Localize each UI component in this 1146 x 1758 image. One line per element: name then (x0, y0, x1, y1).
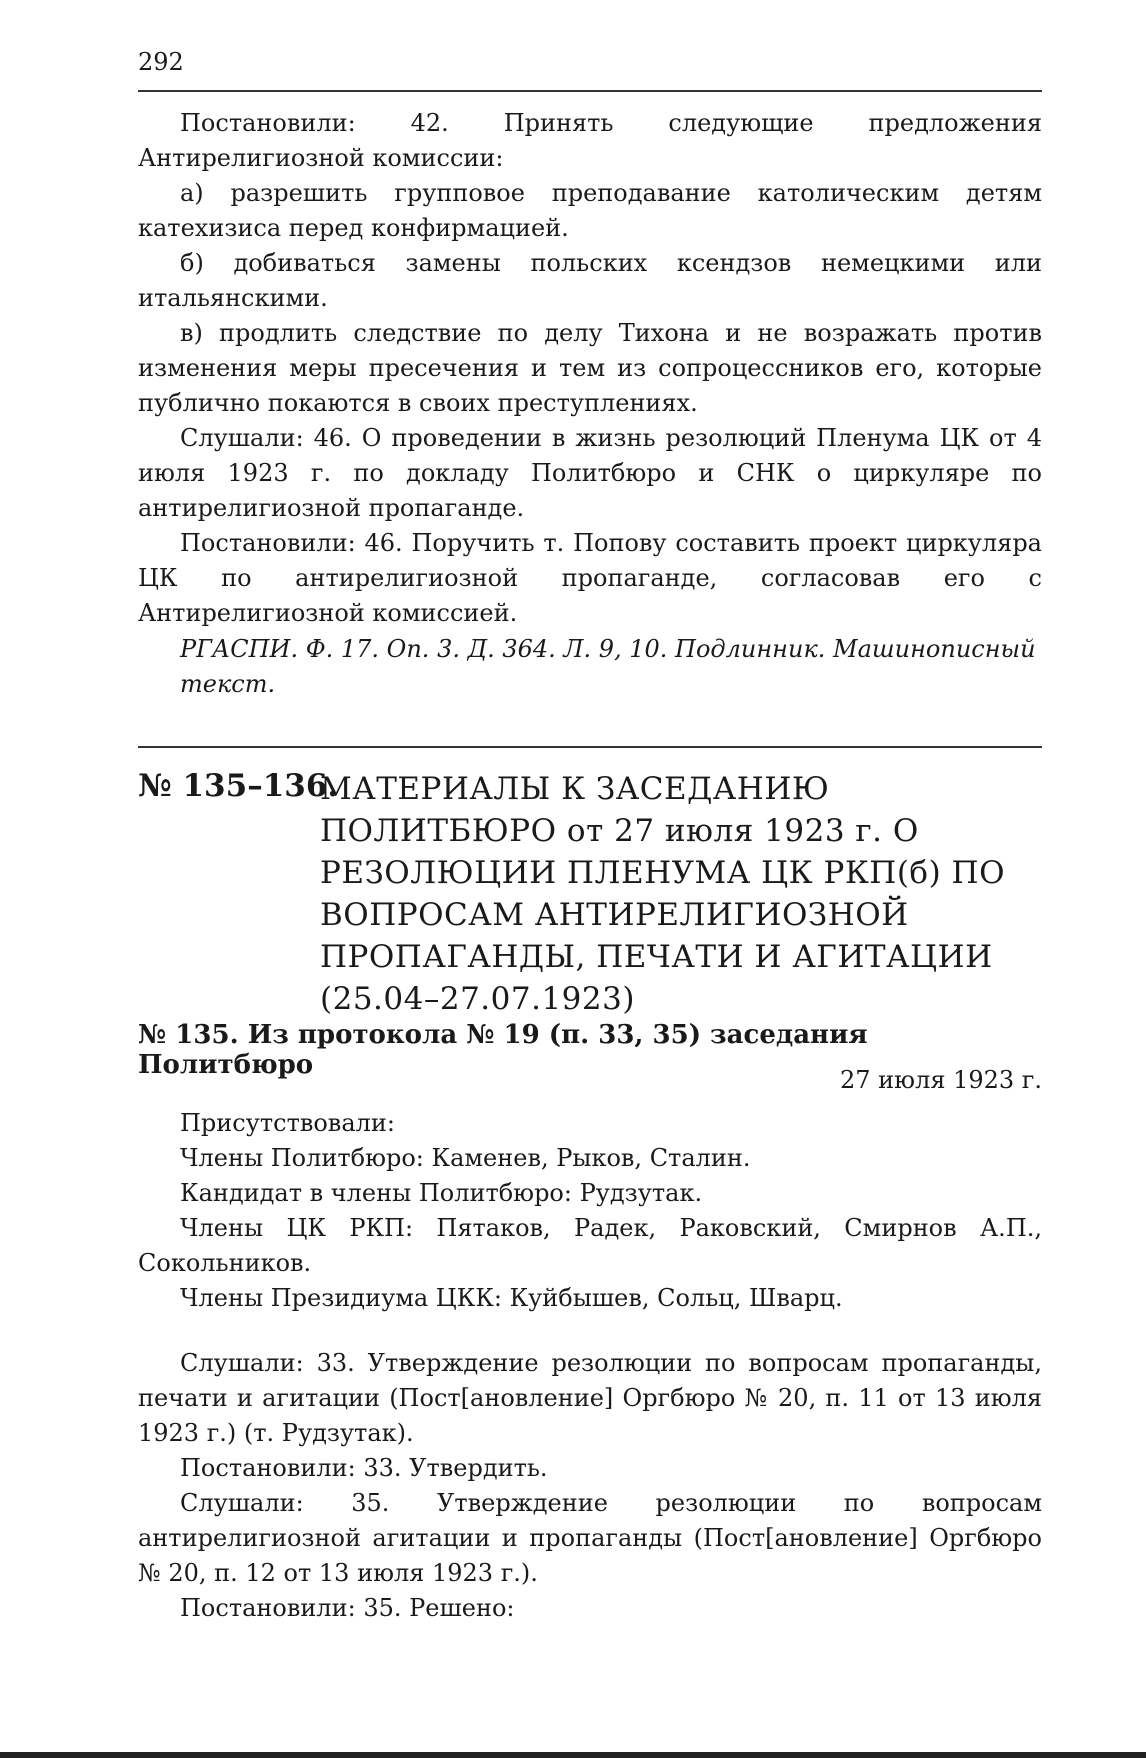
paragraph: б) добиваться замены польских ксендзов немецкими или итальянскими. (138, 249, 1042, 312)
paragraph: Присутствовали: (180, 1109, 395, 1137)
section-number: № 135–136. (138, 768, 339, 804)
paragraph: Члены Президиума ЦКК: Куйбышев, Сольц, Шварц. (180, 1284, 843, 1312)
paragraph: Постановили: 33. Утвердить. (180, 1454, 548, 1482)
paragraph: Слушали: 33. Утверждение резолюции по вопросам пропаганды, печати и агитации (Пост[ановление] Оргбюро № 20, п. 11 от 13 июля 1923 г.) (т. Рудзутак). (138, 1349, 1042, 1447)
page-number: 292 (138, 48, 184, 76)
document-date: 27 июля 1923 г. (840, 1066, 1042, 1094)
paragraph: Постановили: 46. Поручить т. Попову составить проект циркуляра ЦК по антирелигиозной пропаганде, согласовав его с Антирелигиозной комиссией. (138, 529, 1042, 627)
archive-source: РГАСПИ. Ф. 17. Оп. 3. Д. 364. Л. 9, 10. Подлинник. Машинописный текст. (180, 635, 1036, 698)
paragraph: Постановили: 42. Принять следующие предложения Антирелигиозной комиссии: (138, 109, 1042, 172)
section-title: МАТЕРИАЛЫ К ЗАСЕДАНИЮ ПОЛИТБЮРО от 27 июля 1923 г. О РЕЗОЛЮЦИИ ПЛЕНУМА ЦК РКП(б) ПО ВОПРОСАМ АНТИРЕЛИГИОЗНОЙ ПРОПАГАНДЫ, ПЕЧАТИ И АГИТАЦИИ (25.04–27.07.1923) (320, 771, 1005, 1017)
document-title: № 135. Из протокола № 19 (п. 33, 35) заседания Политбюро (138, 1020, 868, 1080)
paragraph: в) продлить следствие по делу Тихона и не возражать против изменения меры пресечения и тем из сопроцессников его, которые публично покаются в своих преступлениях. (138, 319, 1042, 417)
section-rule (138, 746, 1042, 748)
paragraph: Члены Политбюро: Каменев, Рыков, Сталин. (180, 1144, 751, 1172)
paragraph: Члены ЦК РКП: Пятаков, Радек, Раковский, Смирнов А.П., Сокольников. (138, 1214, 1042, 1277)
header-rule (138, 90, 1042, 92)
paragraph: Постановили: 35. Решено: (180, 1594, 515, 1622)
page-bottom-edge (0, 1752, 1146, 1758)
paragraph: Кандидат в члены Политбюро: Рудзутак. (180, 1179, 703, 1207)
paragraph: а) разрешить групповое преподавание католическим детям катехизиса перед конфирмацией. (138, 179, 1042, 242)
paragraph: Слушали: 35. Утверждение резолюции по вопросам антирелигиозной агитации и пропаганды (Пост[ановление] Оргбюро № 20, п. 12 от 13 июля 1923 г.). (138, 1489, 1042, 1587)
paragraph: Слушали: 46. О проведении в жизнь резолюций Пленума ЦК от 4 июля 1923 г. по докладу Политбюро и СНК о циркуляре по антирелигиозной пропаганде. (138, 424, 1042, 522)
